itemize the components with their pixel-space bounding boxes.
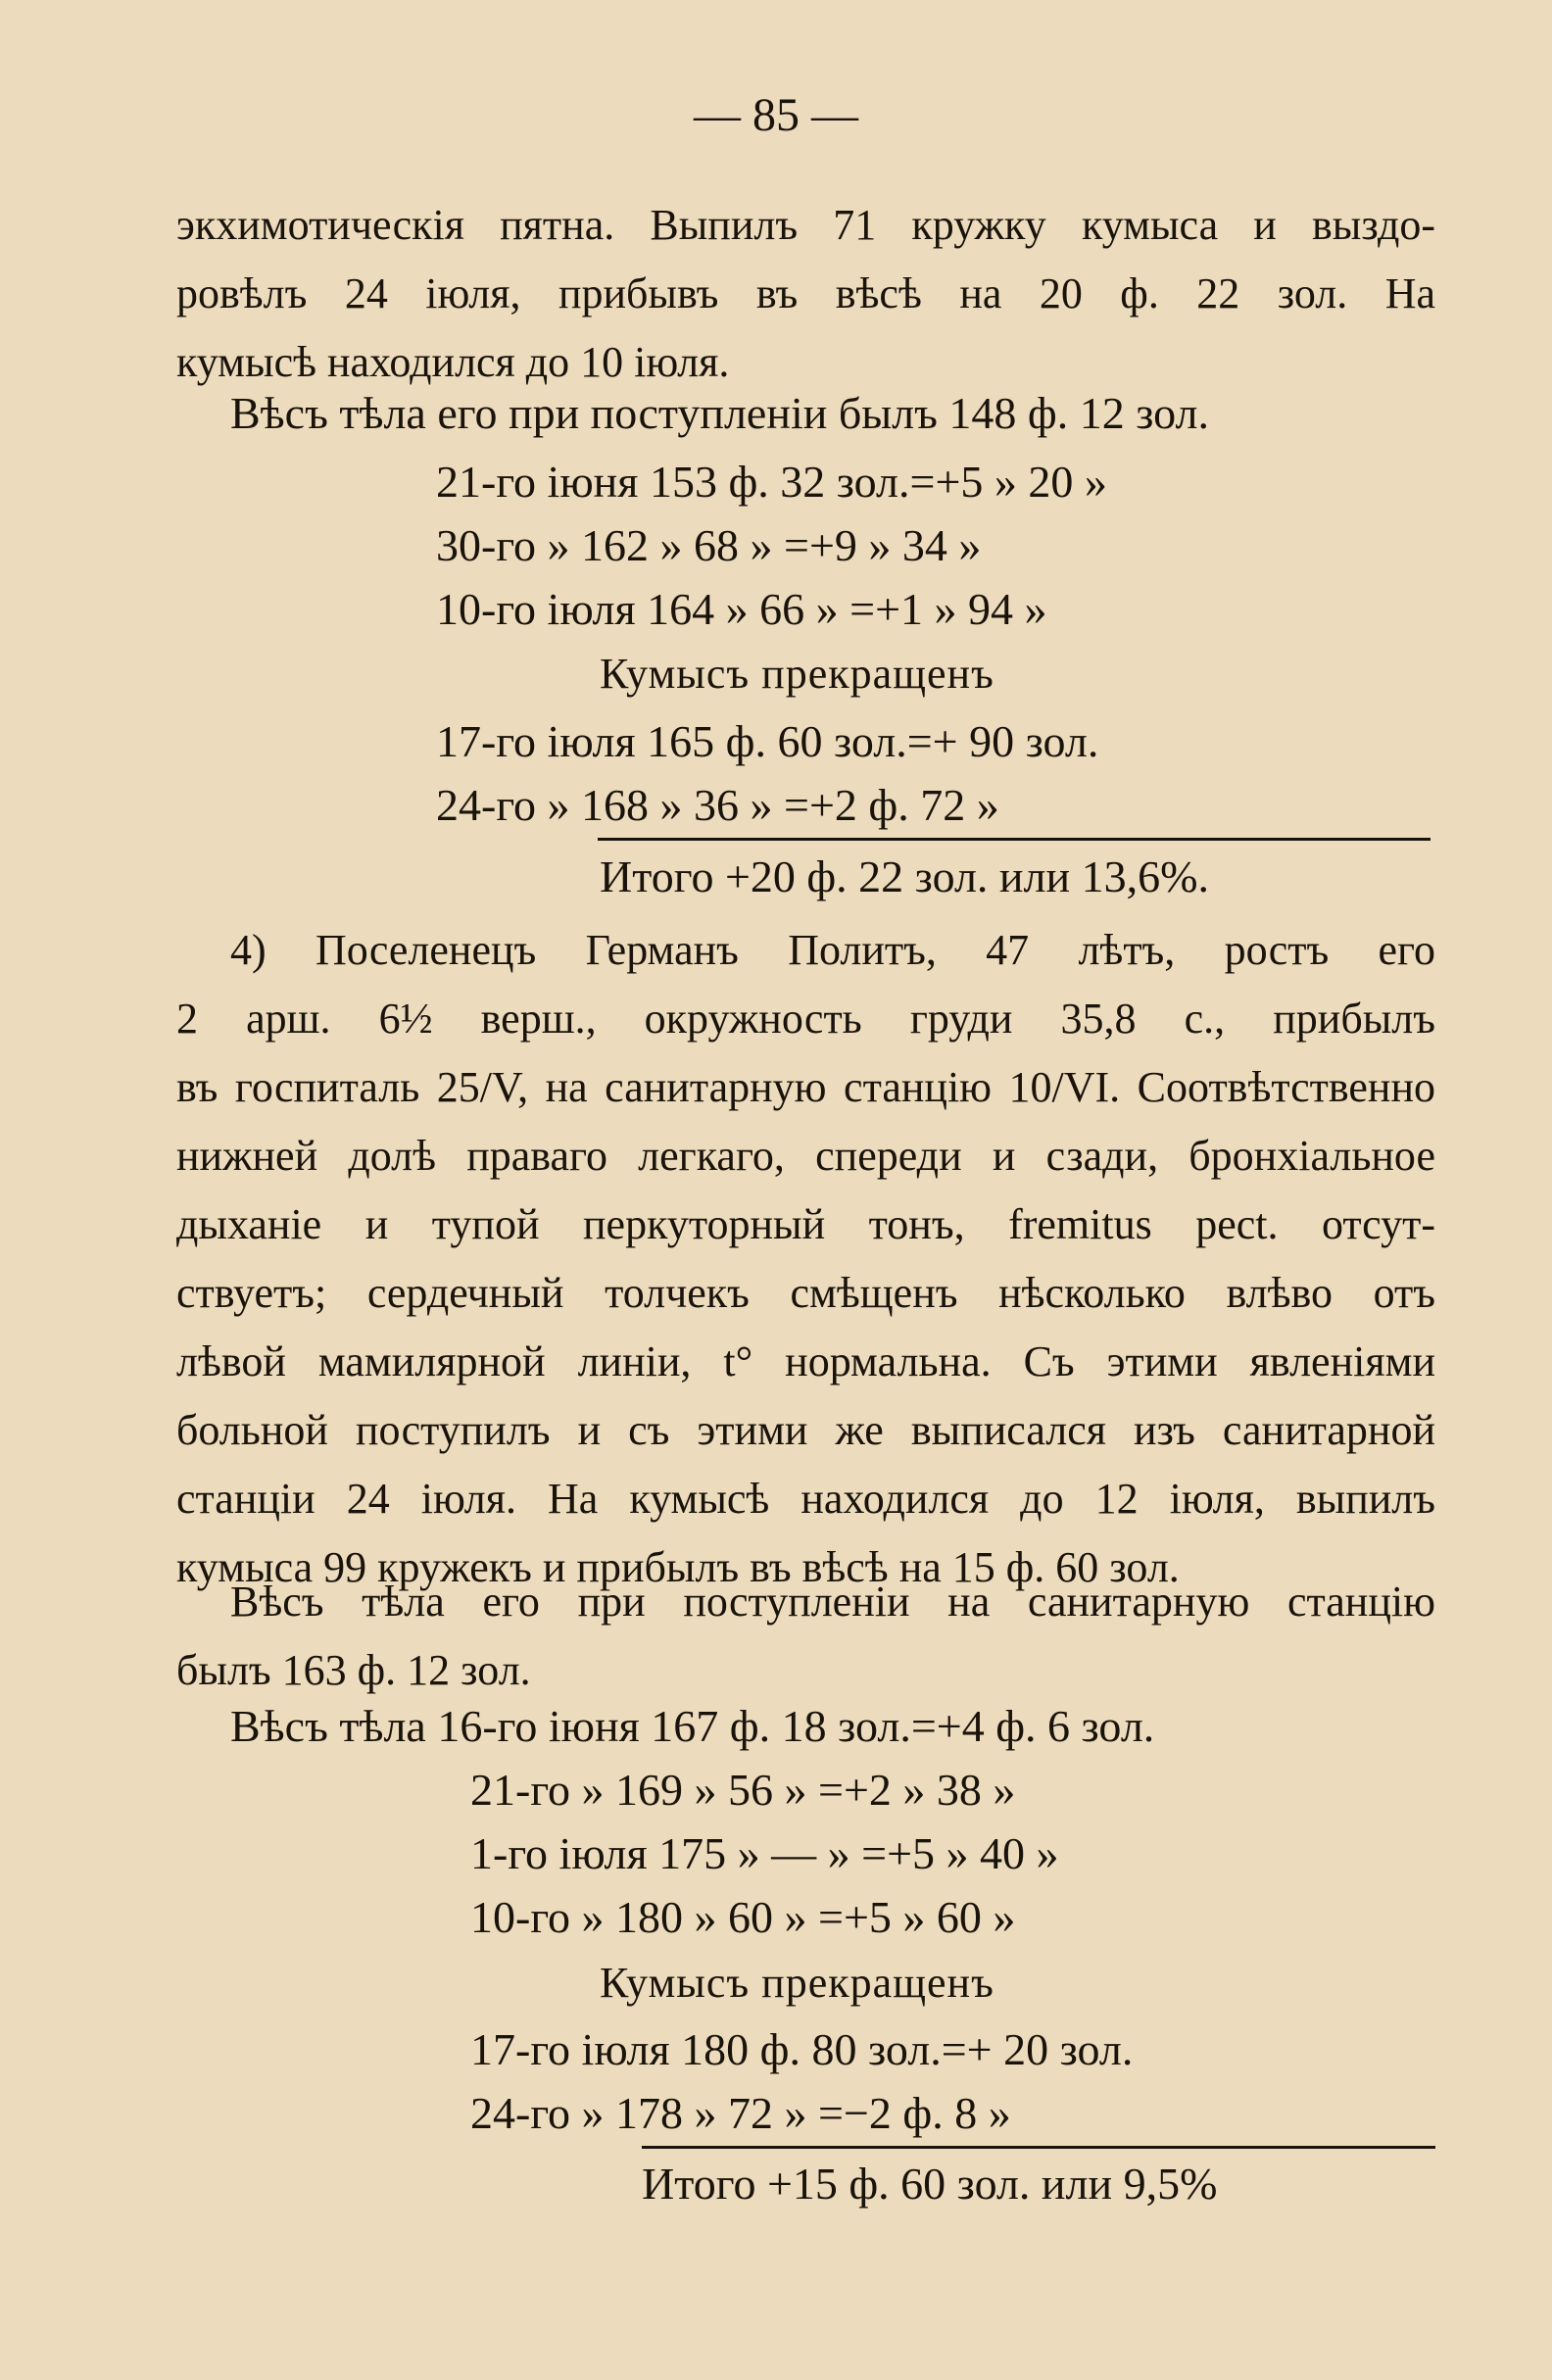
text-line: станціи 24 іюля. На кумысѣ находился до 12 іюля, выпилъ (176, 1475, 1435, 1523)
text-line: лѣвой мамилярной линіи, t° нормальна. Съ этими явленіями (176, 1337, 1435, 1385)
paragraph-1 (176, 191, 1435, 397)
table2-stopped-heading: Кумысъ прекращенъ (600, 1959, 994, 2007)
text-line: нижней долѣ праваго легкаго, спереди и сзади, бронхіальное (176, 1132, 1435, 1180)
text-line: экхимотическія пятна. Выпилъ 71 кружку кумыса и выздо- (176, 201, 1435, 249)
text-line: ствуетъ; сердечный толчекъ смѣщенъ нѣсколько влѣво отъ (176, 1269, 1435, 1317)
text-line: Вѣсъ тѣла его при поступленіи на санитарную станцію (230, 1578, 1435, 1626)
table1-row: 30-го » 162 » 68 » =+9 » 34 » (436, 520, 982, 570)
page-number: — 85 — (694, 89, 858, 141)
table1-total: Итого +20 ф. 22 зол. или 13,6%. (600, 851, 1209, 901)
table1-row: 10-го іюля 164 » 66 » =+1 » 94 » (436, 584, 1047, 634)
table2-row: 1-го іюля 175 » — » =+5 » 40 » (470, 1828, 1059, 1878)
table2-row: 21-го » 169 » 56 » =+2 » 38 » (470, 1765, 1016, 1815)
text-line: кумысѣ находился до 10 іюля. (176, 338, 730, 386)
text-line: 4) Поселенецъ Германъ Политъ, 47 лѣтъ, ростъ его (230, 926, 1435, 974)
text-line: 2 арш. 6½ верш., окружность груди 35,8 с., прибылъ (176, 995, 1435, 1043)
table2-row: 17-го іюля 180 ф. 80 зол.=+ 20 зол. (470, 2024, 1134, 2074)
table2-total-rule (642, 2146, 1435, 2149)
table2-row: Вѣсъ тѣла 16-го іюня 167 ф. 18 зол.=+4 ф. 6 зол. (230, 1701, 1155, 1751)
paragraph-3 (176, 1568, 1435, 1705)
text-line: былъ 163 ф. 12 зол. (176, 1646, 531, 1694)
table1-total-rule (598, 838, 1431, 841)
table1-row: 21-го іюня 153 ф. 32 зол.=+5 » 20 » (436, 457, 1107, 507)
table1-stopped-heading: Кумысъ прекращенъ (600, 650, 994, 698)
table2-row: 24-го » 178 » 72 » =−2 ф. 8 » (470, 2088, 1011, 2138)
paragraph-2 (176, 916, 1435, 1602)
table2-row: 10-го » 180 » 60 » =+5 » 60 » (470, 1892, 1016, 1942)
text-line: кумыса 99 кружекъ и прибылъ въ вѣсѣ на 15 ф. 60 зол. (176, 1543, 1180, 1591)
text-line: больной поступилъ и съ этими же выписался изъ санитарной (176, 1406, 1435, 1454)
table1-row: 24-го » 168 » 36 » =+2 ф. 72 » (436, 780, 999, 830)
text-line: въ госпиталь 25/V, на санитарную станцію 10/VI. Соотвѣтственно (176, 1063, 1435, 1111)
table2-total: Итого +15 ф. 60 зол. или 9,5% (642, 2159, 1218, 2209)
text-line: дыханіе и тупой перкуторный тонъ, fremitus pect. отсут- (176, 1200, 1435, 1248)
text-line: ровѣлъ 24 іюля, прибывъ въ вѣсѣ на 20 ф. 22 зол. На (176, 269, 1435, 317)
table1-row: 17-го іюля 165 ф. 60 зол.=+ 90 зол. (436, 716, 1099, 766)
table1-intro: Вѣсъ тѣла его при поступленіи былъ 148 ф. 12 зол. (230, 388, 1209, 438)
